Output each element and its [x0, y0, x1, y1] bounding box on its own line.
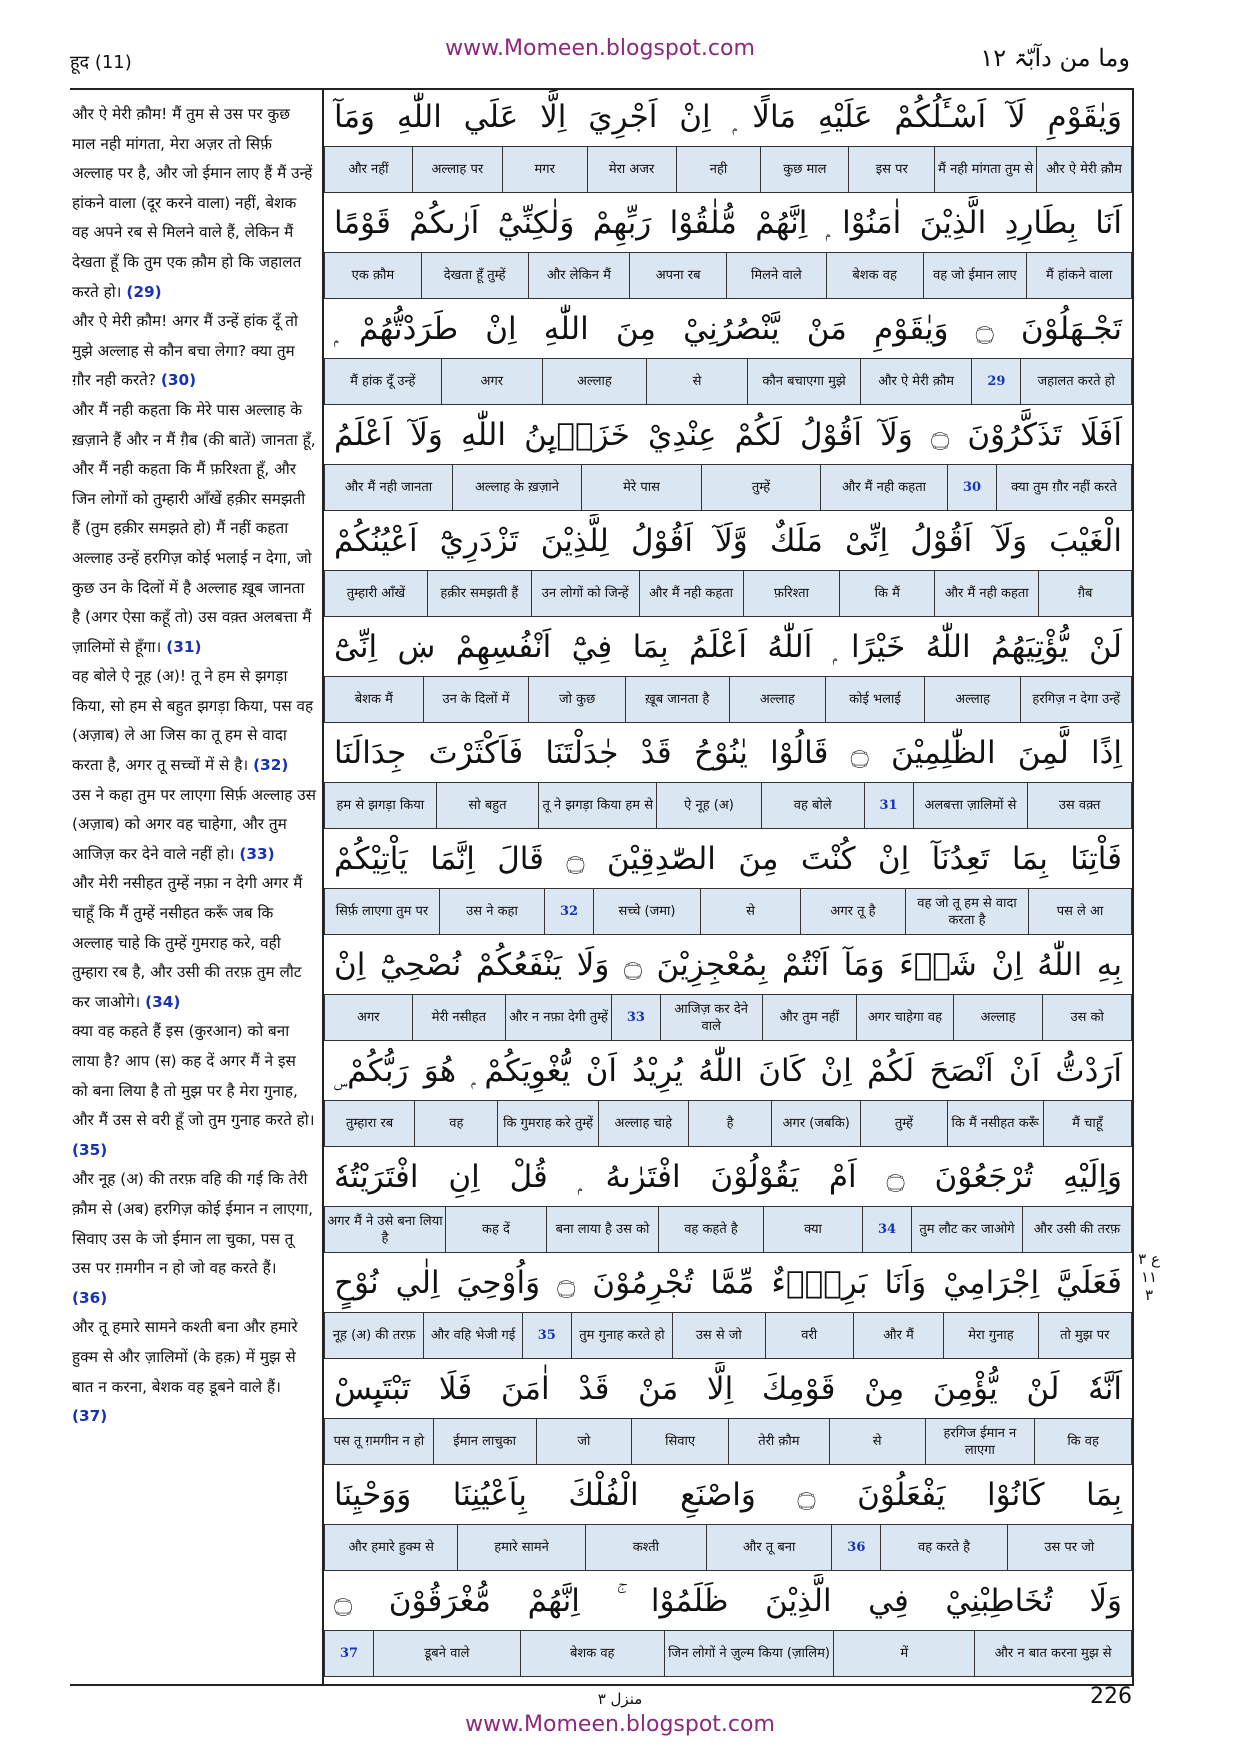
meaning-cell: डूबने वाले — [373, 1631, 520, 1676]
meaning-row — [324, 1418, 1132, 1465]
page-header — [66, 30, 1134, 78]
manzil-label: منزل ٣ — [597, 1690, 643, 1708]
meaning-cell: आजिज़ कर देने वाले — [660, 995, 762, 1040]
meaning-cell: और लेकिन मैं — [528, 253, 630, 298]
meaning-cell: और वहि भेजी गई — [423, 1313, 521, 1358]
verse-number: (30) — [160, 371, 197, 390]
arabic-line: تَجْـهَلُوْنَ ۝ وَيٰقَوْمِ مَنْ يَّنْصُرُنِيْ مِنَ اللّٰهِ اِنْ طَرَدْتُّهُمْ ۭ — [334, 311, 1122, 347]
meaning-cell: अल्लाह चाहे — [598, 1101, 688, 1146]
meaning-cell: और तुम नहीं — [762, 995, 857, 1040]
meaning-cell: तुम लौट कर जाओगे — [911, 1207, 1022, 1252]
verse-number: (36) — [72, 1288, 108, 1307]
meaning-cell: कि वह — [1034, 1419, 1131, 1464]
meaning-cell: उस को — [1042, 995, 1131, 1040]
meaning-cell: और तू बना — [706, 1525, 831, 1570]
verse-number-cell: 32 — [544, 889, 593, 934]
meaning-cell: क्या तुम ग़ौर नहीं करते — [996, 465, 1131, 510]
meaning-cell: बेशक वह — [826, 253, 923, 298]
meaning-row — [324, 994, 1132, 1041]
verse-number: (32) — [253, 756, 289, 775]
meaning-cell: नही — [676, 147, 761, 192]
meaning-cell: वरी — [765, 1313, 853, 1358]
arabic-line: بِمَا كَانُوْا يَفْعَلُوْنَ ۝ وَاصْنَعِ الْفُلْكَ بِاَعْيُنِنَا وَوَحْيِنَا — [334, 1477, 1123, 1513]
meaning-cell: मैं हांक दूँ उन्हें — [350, 374, 416, 389]
meaning-cell: उस वक़्त — [1027, 783, 1131, 828]
meaning-row — [324, 1206, 1132, 1253]
meaning-cell: कि गुमराह करे तुम्हें — [497, 1101, 597, 1146]
meaning-cell: कि मैं — [839, 571, 934, 616]
meaning-cell: सिवाए — [631, 1419, 728, 1464]
arabic-line: اِذًا لَّمِنَ الظّٰلِمِيْنَ ۝ قَالُوْا يٰنُوْحُ قَدْ جٰدَلْتَنَا فَاَكْثَرْتَ جِدَالَنَا — [334, 735, 1122, 771]
meaning-cell: जहालत करते हो — [1020, 359, 1131, 404]
meaning-cell: तुम्हें — [860, 1101, 946, 1146]
meaning-cell: और मैं — [853, 1313, 943, 1358]
meaning-cell: अल्लाह — [542, 359, 646, 404]
meaning-cell: में — [833, 1631, 974, 1676]
translation-text: और ऐ मेरी क़ौम! अगर मैं उन्हें हांक दूँ तो मुझे अल्लाह से कौन बचा लेगा? क्या तुम ग़ौर नही करते? — [72, 312, 298, 390]
meaning-cell: तुम्हारा रब — [346, 1116, 394, 1131]
meaning-cell: वह कहते है — [658, 1207, 763, 1252]
verse-number-cell: 35 — [522, 1313, 571, 1358]
meaning-row — [324, 1524, 1132, 1571]
para-name: وما من دآبّۃ ١٢ — [980, 44, 1130, 72]
verse-number: (35) — [72, 1140, 108, 1159]
meaning-cell: वह जो तू हम से वादा करता है — [905, 889, 1028, 934]
ruku-mark: ع ٣ ١١ ٣ — [1138, 1250, 1160, 1304]
meaning-cell: और ऐ मेरी क़ौम — [1036, 147, 1131, 192]
meaning-cell: से — [646, 359, 748, 404]
arabic-line: وَاِلَيْهِ تُرْجَعُوْنَ ۝ اَمْ يَقُوْلُوْنَ افْتَرٰىهُ ۭ قُلْ اِنِ افْتَرَيْتُهٗ — [334, 1159, 1122, 1195]
meaning-cell: अगर (जबकि) — [771, 1101, 860, 1146]
meaning-cell: बना लाया है उस को — [546, 1207, 658, 1252]
meaning-cell: मगर — [502, 147, 587, 192]
meaning-cell: और नहीं — [348, 162, 389, 177]
meaning-cell: सो बहुत — [436, 783, 539, 828]
translation-text: और ऐ मेरी क़ौम! मैं तुम से उस पर कुछ माल नही मांगता, मेरा अज़र तो सिर्फ़ अल्लाह पर है, और जो ईमान लाए हैं मैं उन्हें हांकने वाला (दूर करने वाला) नहीं, बेशक वह अपने रब से मिलने वाले हैं, लेकिन मैं देखता हूँ कि तुम एक क़ौम हो कि जहालत करते हो। — [72, 105, 313, 301]
meaning-cell: से — [829, 1419, 925, 1464]
verse-number: (29) — [126, 282, 162, 301]
translation-text: और नूह (अ) की तरफ़ वहि की गई कि तेरी क़ौम से (अब) हरगिज़ कोई ईमान न लाएगा, सिवाए उस के जो ईमान ला चुका, पस तू उस पर ग़मगीन न हो जो वह करते हैं। — [72, 1170, 313, 1278]
meaning-cell: और मैं नही कहता — [639, 571, 743, 616]
meaning-row — [324, 252, 1132, 299]
arabic-line: الْغَيْبَ وَلَآ اَقُوْلُ اِنِّىْ مَلَكٌ وَّلَآ اَقُوْلُ لِلَّذِيْنَ تَزْدَرِيْٓ اَعْيُنُكُمْ — [334, 523, 1122, 559]
meaning-cell: ग़ैब — [1038, 571, 1131, 616]
meaning-cell: और हमारे हुक्म से — [348, 1540, 434, 1555]
meaning-cell: और न नफ़ा देगी तुम्हें — [505, 995, 611, 1040]
meaning-cell: तो मुझ पर — [1038, 1313, 1131, 1358]
arabic-line: اَفَلَا تَذَكَّرُوْنَ ۝ وَلَآ اَقُوْلُ لَكُمْ عِنْدِيْ خَزَاۗىِٕنُ اللّٰهِ وَلَآ اَعْلَمُ — [334, 417, 1122, 453]
meaning-cell: कश्ती — [585, 1525, 706, 1570]
meaning-cell: कौन बचाएगा मुझे — [747, 359, 860, 404]
verse-number-cell: 37 — [339, 1646, 359, 1661]
meaning-cell: और मैं नही कहता — [820, 465, 947, 510]
meaning-cell: वह जो ईमान लाए — [923, 253, 1027, 298]
meaning-cell: जिन लोगों ने ज़ुल्म किया (ज़ालिम) — [664, 1631, 834, 1676]
meaning-cell: और न बात करना मुझ से — [974, 1631, 1131, 1676]
meaning-row — [324, 1100, 1132, 1147]
meaning-cell: तुम गुनाह करते हो — [571, 1313, 672, 1358]
meaning-cell: अगर — [441, 359, 543, 404]
meaning-row — [324, 782, 1132, 829]
verse-number: (34) — [145, 992, 181, 1011]
meaning-cell: मेरे पास — [581, 465, 701, 510]
meaning-cell: फ़रिश्ता — [743, 571, 840, 616]
meaning-row — [324, 146, 1132, 193]
meaning-cell: मेरा गुनाह — [943, 1313, 1037, 1358]
meaning-cell: तुम्हारी आँखें — [346, 586, 406, 601]
meaning-cell: कि मैं नसीहत करूँ — [947, 1101, 1043, 1146]
meaning-row — [324, 570, 1132, 617]
meaning-row — [324, 464, 1132, 511]
meaning-cell: और मैं नही जानता — [344, 480, 433, 495]
meaning-cell: अगर मैं ने उसे बना लिया है — [327, 1213, 443, 1246]
meaning-cell: अपना रब — [629, 253, 726, 298]
meaning-cell: है — [688, 1101, 771, 1146]
meaning-cell: हमारे सामने — [457, 1525, 584, 1570]
translation-text: और मैं नही कहता कि मेरे पास अल्लाह के ख़ज़ाने हैं और न मैं ग़ैब (की बातें) जानता हूँ, और मैं नही कहता कि मैं फ़रिश्ता हूँ, और जिन लोगों को तुम्हारी आँखें हक़ीर समझती हैं (तुम हक़ीर समझते हो) मैं नहीं कहता अल्लाह उन्हें हरगिज़ कोई भलाई न देगा, जो कुछ उन के दिलों में है अल्लाह ख़ूब जानता है (अगर ऐसा कहूँ तो) उस वक़्त अलबत्ता मैं ज़ालिमों से हूँगा। — [72, 400, 316, 656]
meaning-cell: तुम्हें — [701, 465, 820, 510]
meaning-cell: हम से झगड़ा किया — [336, 798, 425, 813]
meaning-cell: तेरी क़ौम — [728, 1419, 829, 1464]
meaning-cell: वह बोले — [761, 783, 864, 828]
translation-text: क्या वह कहते हैं इस (कुरआन) को बना लाया है? आप (स) कह दें अगर मैं ने इस को बना लिया है तो मुझ पर है मेरा गुनाह, और मैं उस से वरी हूँ जो तुम गुनाह करते हो। — [72, 1022, 315, 1130]
verse-number-cell: 30 — [947, 465, 996, 510]
meaning-cell: अगर — [357, 1010, 380, 1025]
meaning-cell: बेशक वह — [520, 1631, 664, 1676]
meaning-cell: मैं नही मांगता तुम से — [934, 147, 1036, 192]
meaning-cell: हक़ीर समझती हैं — [427, 571, 531, 616]
surah-name: हूद (11) — [70, 52, 132, 73]
page-frame — [70, 88, 1134, 1686]
arabic-line: لَنْ يُّؤْتِيَهُمُ اللّٰهُ خَيْرًا ۭ اَللّٰهُ اَعْلَمُ بِمَا فِيْٓ اَنْفُسِهِمْ ښ اِنِّىْٓ — [334, 629, 1122, 665]
arabic-line: اَنَا بِطَارِدِ الَّذِيْنَ اٰمَنُوْا ۭ اِنَّهُمْ مُّلٰقُوْا رَبِّهِمْ وَلٰكِنِّيْٓ اَرٰىكُمْ قَوْمًا — [334, 205, 1122, 241]
meaning-cell: देखता हूँ तुम्हें — [421, 253, 528, 298]
meaning-cell: इस पर — [848, 147, 934, 192]
footer-url[interactable]: www.Momeen.blogspot.com — [465, 1712, 775, 1737]
meaning-cell: वह — [414, 1101, 497, 1146]
arabic-line: وَلَا تُخَاطِبْنِيْ فِي الَّذِيْنَ ظَلَمُوْا ۚ اِنَّهُمْ مُّغْرَقُوْنَ ۝ — [334, 1583, 1122, 1619]
meaning-row — [324, 358, 1132, 405]
translation-text: और मेरी नसीहत तुम्हें नफ़ा न देगी अगर मैं चाहूँ कि मैं तुम्हें नसीहत करूँ जब कि अल्लाह चाहे कि तुम्हें गुमराह करे, वही तुम्हारा रब है, और उसी की तरफ़ तुम लौट कर जाओगे। — [72, 874, 303, 1011]
meaning-cell: अल्लाह के ख़ज़ाने — [452, 465, 581, 510]
meaning-cell: मैं चाहूँ — [1043, 1101, 1131, 1146]
meaning-cell: अल्लाह पर — [412, 147, 502, 192]
meaning-cell: पस ले आ — [1028, 889, 1131, 934]
meaning-cell: उस से जो — [672, 1313, 764, 1358]
meaning-cell: उस पर जो — [1007, 1525, 1131, 1570]
meaning-cell: जो कुछ — [528, 677, 625, 722]
meaning-cell: और उसी की तरफ़ — [1022, 1207, 1131, 1252]
meaning-cell: तू ने झगड़ा किया हम से — [538, 783, 656, 828]
translation-text: वह बोले ऐ नूह (अ)! तू ने हम से झगड़ा किया, सो हम से बहुत झगड़ा किया, पस वह (अज़ाब) ले आ जिस का तू हम से वादा करता है, अगर तू सच्चों में से है। — [72, 667, 314, 775]
meaning-cell: अलबत्ता ज़ालिमों से — [913, 783, 1028, 828]
verse-number: (31) — [166, 637, 202, 656]
arabic-line: وَيٰقَوْمِ لَآ اَسْـَٔلُكُمْ عَلَيْهِ مَالًا ۭ اِنْ اَجْرِيَ اِلَّا عَلَي اللّٰهِ وَمَآ — [334, 99, 1122, 135]
meaning-cell: अगर चाहेगा वह — [856, 995, 953, 1040]
page-number: 226 — [1090, 1684, 1132, 1709]
arabic-line: بِهِ اللّٰهُ اِنْ شَاۗءَ وَمَآ اَنْتُمْ بِمُعْجِزِيْنَ ۝ وَلَا يَنْفَعُكُمْ نُصْحِيْٓ اِنْ — [334, 947, 1122, 983]
meaning-cell: हरगिज ईमान न लाएगा — [925, 1419, 1035, 1464]
arabic-line: اَرَدْتُّ اَنْ اَنْصَحَ لَكُمْ اِنْ كَانَ اللّٰهُ يُرِيْدُ اَنْ يُّغْوِيَكُمْ ۭ هُوَ رَبُّكُمْ ۣ — [334, 1053, 1122, 1089]
meaning-cell: उस ने कहा — [439, 889, 544, 934]
verse-number-cell: 36 — [831, 1525, 880, 1570]
meaning-cell: ऐ नूह (अ) — [656, 783, 761, 828]
translation-column — [70, 90, 324, 1684]
arabic-line: فَعَلَيَّ اِجْرَامِيْ وَاَنَا بَرِيْۗءٌ مِّمَّا تُجْرِمُوْنَ ۝ وَاُوْحِيَ اِلٰي نُوْحٍ — [334, 1265, 1123, 1301]
meaning-cell: मैं हांकने वाला — [1026, 253, 1131, 298]
translation-text: उस ने कहा तुम पर लाएगा सिर्फ़ अल्लाह उस (अज़ाब) को अगर वह चाहेगा, और तुम आजिज़ कर देने वाले नहीं हो। — [72, 785, 316, 863]
meaning-row — [324, 1312, 1132, 1359]
meaning-cell: से — [700, 889, 800, 934]
meaning-cell: ख़ूब जानता है — [625, 677, 729, 722]
meaning-cell: मेरी नसीहत — [412, 995, 506, 1040]
translation-text: और तू हमारे सामने कश्ती बना और हमारे हुक्म से और ज़ालिमों (के हक़) में मुझ से बात न करना, बेशक वह डूबने वाले हैं। — [72, 1318, 298, 1396]
verse-number-cell: 29 — [971, 359, 1020, 404]
meaning-cell: अगर तू है — [800, 889, 905, 934]
verse-number-cell: 31 — [864, 783, 913, 828]
meaning-cell: हरगिज़ न देगा उन्हें — [1020, 677, 1131, 722]
meaning-cell: नूह (अ) की तरफ़ — [332, 1328, 416, 1343]
meaning-row — [324, 676, 1132, 723]
meaning-cell: मिलने वाले — [726, 253, 826, 298]
arabic-line: اَنَّهٗ لَنْ يُّؤْمِنَ مِنْ قَوْمِكَ اِلَّا مَنْ قَدْ اٰمَنَ فَلَا تَبْتَىِٕسْ — [334, 1371, 1122, 1407]
meaning-cell: कुछ माल — [760, 147, 848, 192]
word-by-word-column — [324, 90, 1134, 1684]
meaning-cell: क्या — [763, 1207, 862, 1252]
meaning-cell: पस तू ग़मगीन न हो — [333, 1434, 425, 1449]
meaning-cell: अल्लाह — [924, 677, 1021, 722]
meaning-cell: और ऐ मेरी क़ौम — [860, 359, 972, 404]
verse-number: (33) — [239, 844, 275, 863]
meaning-row — [324, 1630, 1132, 1677]
meaning-cell: ईमान लाचुका — [433, 1419, 536, 1464]
meaning-cell: अल्लाह — [729, 677, 826, 722]
verse-number-cell: 33 — [611, 995, 660, 1040]
header-url[interactable]: www.Momeen.blogspot.com — [445, 36, 755, 61]
meaning-cell: जो — [536, 1419, 632, 1464]
meaning-cell: उन के दिलों में — [423, 677, 529, 722]
meaning-cell: बेशक मैं — [354, 692, 393, 707]
meaning-cell: और मैं नही कहता — [934, 571, 1038, 616]
arabic-line: فَاْتِنَا بِمَا تَعِدُنَآ اِنْ كُنْتَ مِنَ الصّٰدِقِيْنَ ۝ قَالَ اِنَّمَا يَاْتِيْكُمْ — [334, 841, 1122, 877]
meaning-row — [324, 888, 1132, 935]
meaning-cell: मेरा अजर — [587, 147, 676, 192]
meaning-cell: एक क़ौम — [351, 268, 395, 283]
meaning-cell: सच्चे (जमा) — [593, 889, 700, 934]
meaning-cell: अल्लाह — [953, 995, 1043, 1040]
meaning-cell: कोई भलाई — [825, 677, 924, 722]
verse-number: (37) — [72, 1407, 108, 1426]
verse-number-cell: 34 — [862, 1207, 911, 1252]
meaning-cell: सिर्फ़ लाएगा तुम पर — [335, 904, 429, 919]
meaning-cell: उन लोगों को जिन्हें — [531, 571, 639, 616]
meaning-cell: कह दें — [445, 1207, 546, 1252]
meaning-cell: वह करते है — [880, 1525, 1006, 1570]
